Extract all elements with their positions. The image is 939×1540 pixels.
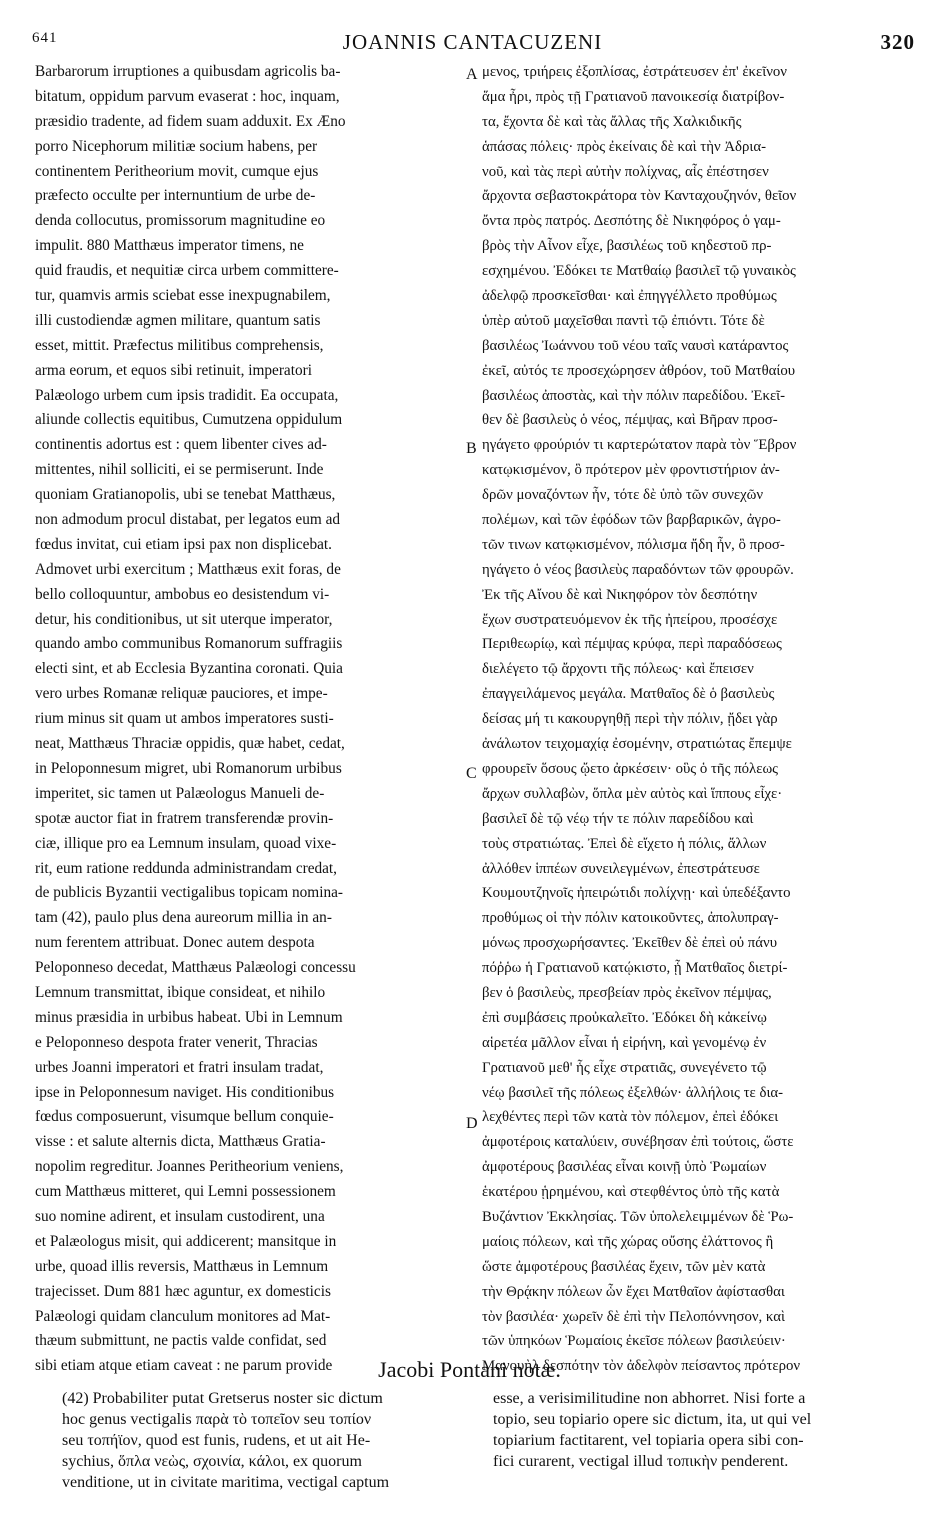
- greek-text-line: μόνως προσχωρήσαντες. Ἐκεῖθεν δὲ ἐπεὶ οὐ πάνυ: [482, 935, 778, 952]
- greek-text-line: ἐκεῖ, αὐτός τε προσεχώρησεν ἀθρόον, τοῦ Ματθαίου: [482, 362, 796, 379]
- margin-letter-d: D: [466, 1115, 478, 1132]
- latin-text-line: tur, quamvis armis sciebat esse inexpugnabilem,: [35, 287, 331, 305]
- latin-text-line: Lemnum transmittat, ibique consideat, et nihilo: [35, 983, 326, 1001]
- greek-text-line: ἐπαγγειλάμενος μεγάλα. Ματθαῖος δὲ ὁ βασιλεὺς: [482, 686, 775, 703]
- latin-text-line: non admodum procul distabat, per legatos eum ad: [35, 511, 341, 529]
- greek-text-line: ἀνάλωτον τειχομαχίᾳ ἐσομένην, στρατιώτας ἔπεμψε: [482, 736, 792, 753]
- latin-text-line: denda collocutus, promissorum magnitudine eo: [35, 212, 326, 230]
- greek-text-line: τοὺς στρατιώτας. Ἐπεὶ δὲ εἴχετο ἡ πόλις, ἄλλων: [482, 835, 767, 852]
- latin-text-line: quoniam Gratianopolis, ubi se tenebat Matthæus,: [35, 486, 336, 504]
- latin-text-line: bitatum, oppidum parvum evaserat : hoc, inquam,: [35, 87, 340, 105]
- greek-text-line: ἅμα ἦρι, πρὸς τῇ Γρατιανοῦ πανοικεσίᾳ διατρίβον-: [482, 88, 785, 105]
- running-title: JOANNIS CANTACUZENI: [342, 30, 603, 54]
- greek-text-line: ἁπάσας πόλεις· πρὸς ἐκείναις δὲ καὶ τὴν Ἀδρια-: [482, 138, 767, 155]
- margin-letter-b: B: [466, 440, 477, 457]
- greek-text-line: ηγάγετο ὁ νέος βασιλεὺς παραδόντων τῶν φρουρῶν.: [482, 561, 794, 578]
- latin-text-line: Peloponneso decedat, Matthæus Palæologi concessu: [35, 959, 356, 977]
- greek-text-line: δρῶν μοναζόντων ἦν, τότε δὲ ὑπὸ τῶν συνεχῶν: [482, 487, 764, 504]
- greek-text-line: νοῦ, καὶ τὰς περὶ αὐτὴν πολίχνας, αἷς ἐπέστησεν: [482, 163, 769, 180]
- greek-text-line: βεν ὁ βασιλεὺς, πρεσβείαν πρὸς ἐκεῖνον πέμψας,: [482, 984, 772, 1001]
- note-text-line: hoc genus vectigalis παρὰ τὸ τοπεῖον seu τοπίον: [62, 1411, 372, 1428]
- greek-text-line: ὥστε ἀμφοτέρους βασιλέας ἔχειν, τῶν μὲν κατὰ: [482, 1258, 766, 1275]
- greek-text-line: μαίοις πόλεων, καὶ τῆς χώρας οὔσης ἐλάττονος ἢ: [482, 1233, 774, 1250]
- greek-text-line: εσχημένου. Ἐδόκει τε Ματθαίῳ βασιλεῖ τῷ γυναικὸς: [482, 263, 796, 280]
- latin-text-line: Barbarorum irruptiones a quibusdam agricolis ba-: [35, 63, 341, 80]
- margin-letter-a: A: [466, 66, 478, 83]
- greek-text-line: Γρατιανοῦ μεθ' ἧς εἶχε στρατιᾶς, συνεγένετο τῷ: [482, 1059, 767, 1076]
- latin-text-line: urbe, quoad illis reversis, Matthæus in Lemnum: [35, 1257, 329, 1275]
- latin-text-line: rit, eum ratione reddunda administrandam credat,: [35, 859, 338, 877]
- latin-text-line: præsidio tradente, ad fidem suam adduxit. Ex Æno: [35, 112, 346, 130]
- greek-text-line: τῶν τινων κατῳκισμένον, πόλισμα ἤδη ἦν, ὃ προσ-: [482, 536, 785, 553]
- latin-text-line: vero urbes Romanæ reliquæ pauciores, et impe-: [35, 685, 328, 703]
- latin-text-line: tam (42), paulo plus dena aureorum millia in an-: [35, 909, 332, 927]
- latin-text-line: aliunde collectis equitibus, Cumutzena oppidulum: [35, 411, 343, 429]
- latin-column: [35, 60, 463, 1379]
- greek-text-line: κατῳκισμένον, ὃ πρότερον μὲν φροντιστήριον ἀν-: [482, 462, 780, 479]
- greek-text-line: ἑκατέρου ᾑρημένου, καὶ στεφθέντος ὑπὸ τῆς κατὰ: [482, 1184, 780, 1201]
- latin-text-line: num ferentem attribuat. Donec autem despota: [35, 934, 315, 952]
- page-number: 320: [880, 30, 915, 54]
- greek-text-line: Περιθεωρίῳ, καὶ πέμψας κρύφα, περὶ παραδόσεως: [482, 636, 782, 653]
- notes-heading: Jacobi Pontani notæ.: [378, 1357, 561, 1382]
- latin-text-line: e Peloponneso despota frater venerit, Thracias: [35, 1033, 318, 1051]
- greek-text-line: αἱρετέα μᾶλλον εἶναι ἡ εἰρήνη, καὶ γενομένῳ ἐν: [482, 1034, 767, 1051]
- latin-text-line: neat, Matthæus Thraciæ oppidis, quæ habet, cedat,: [35, 735, 345, 753]
- latin-text-line: sibi etiam atque etiam caveat : ne parum provide: [35, 1357, 333, 1375]
- latin-text-line: ciæ, illique pro ea Lemnum insulam, quoad vixe-: [35, 834, 337, 852]
- latin-text-line: spotæ auctor fiat in fratrem transferendæ provin-: [35, 809, 334, 827]
- latin-text-line: urbes Joanni imperatori et fratri insulam tradat,: [35, 1058, 324, 1076]
- latin-text-line: continentem Peritheorium movit, cumque ejus: [35, 162, 319, 180]
- latin-text-line: illi custodiendæ agmen militare, quantum satis: [35, 311, 321, 329]
- latin-text-line: suo nomine adirent, et insulam custodirent, una: [35, 1207, 325, 1225]
- greek-text-line: νέῳ βασιλεῖ τῆς πόλεως ἐξελθών· ἀλλήλοις τε δια-: [482, 1084, 784, 1101]
- greek-text-line: Βυζάντιον Ἐκκλησίας. Τῶν ὑπολελειμμένων δὲ Ῥω-: [482, 1208, 794, 1225]
- greek-text-line: βασιλεῖ δὲ τῷ νέῳ τήν τε πόλιν παρεδίδου καὶ: [482, 810, 754, 827]
- notes-right-column: [493, 1388, 913, 1472]
- greek-text-line: ὑπὲρ αὐτοῦ μαχεῖσθαι παντὶ τῷ ἐπιόντι. Τότε δὲ: [482, 312, 765, 329]
- greek-text-line: διελέγετο τῷ ἄρχοντι τῆς πόλεως· καὶ ἔπεισεν: [482, 661, 754, 678]
- note-text-line: topio, seu topiario opere sic dictum, ita, ut qui vel: [493, 1411, 812, 1428]
- latin-text-line: fœdus composuerunt, visumque bellum conquie-: [35, 1108, 334, 1126]
- latin-text-line: cum Matthæus mitteret, qui Lemni possessionem: [35, 1183, 336, 1201]
- greek-column: [482, 60, 920, 1379]
- latin-text-line: imperitet, sic tamen ut Palæologus Manueli de-: [35, 784, 325, 802]
- greek-text-line: τὸν βασιλέα· χωρεῖν δὲ ἐπὶ τὴν Πελοπόννησον, καὶ: [482, 1308, 785, 1325]
- latin-text-line: electi sint, et ab Ecclesia Byzantina coronati. Quia: [35, 660, 343, 678]
- latin-text-line: Palæologo urbem cum ipsis tradidit. Ea occupata,: [35, 386, 339, 404]
- latin-text-line: de publicis Byzantii vectigalibus topicam nomina-: [35, 884, 343, 902]
- latin-text-line: visse : et salute alternis dicta, Matthæus Gratia-: [35, 1133, 326, 1151]
- note-text-line: venditione, ut in civitate maritima, vectigal captum: [62, 1474, 390, 1491]
- greek-text-line: λεχθέντες περὶ τῶν κατὰ τὸν πόλεμον, ἐπεὶ ἐδόκει: [482, 1109, 779, 1126]
- greek-text-line: ηγάγετο φρούριόν τι καρτερώτατον παρὰ τὸν Ἕβρον: [482, 437, 797, 454]
- latin-text-line: et Palæologus misit, qui addicerent; mansitque in: [35, 1232, 337, 1250]
- latin-text-line: thæum submittunt, ne pactis valde confidat, sed: [35, 1332, 327, 1350]
- note-text-line: topiarium factitarent, vel topiaria opera sibi con-: [493, 1432, 804, 1449]
- latin-text-line: rium minus sit quam ut ambos imperatores susti-: [35, 710, 334, 728]
- greek-text-line: πολέμων, καὶ τῶν ἐφόδων τῶν βαρβαρικῶν, ἀγρο-: [482, 512, 781, 529]
- latin-text-line: bello colloquuntur, ambobus eo desistendum vi-: [35, 585, 330, 603]
- latin-text-line: esset, mittit. Præfectus militibus comprehensis,: [35, 336, 324, 354]
- greek-text-line: ἀμφοτέροις καταλύειν, συνέβησαν ἐπὶ τούτοις, ὥστε: [482, 1134, 794, 1151]
- greek-text-line: φρουρεῖν ὅσους ᾤετο ἀρκέσειν· οὓς ὁ τῆς πόλεως: [482, 760, 779, 777]
- latin-text-line: continentis adortus est : quem libenter cives ad-: [35, 436, 327, 454]
- page-header: [30, 30, 915, 56]
- note-text-line: sychius, ὅπλα νεὼς, σχοινία, κάλοι, ex quorum: [62, 1453, 362, 1470]
- greek-text-line: βασιλέως Ἰωάννου τοῦ νέου ταῖς ναυσὶ κατάραντος: [482, 337, 789, 354]
- latin-text-line: porro Nicephorum militiæ socium habens, per: [35, 137, 318, 155]
- latin-text-line: in Peloponnesum migret, ubi Romanorum urbibus: [35, 759, 342, 777]
- greek-text-line: ἀδελφῷ προσκεῖσθαι· καὶ ἐπηγγέλλετο προθύμως: [482, 288, 777, 305]
- greek-text-line: βασιλέως ἀποστὰς, καὶ τὴν πόλιν παρεδίδου. Ἐκεῖ-: [482, 387, 786, 404]
- greek-text-line: ἀλλόθεν ἱππέων συνειλεγμένων, ἐπεστράτευσε: [482, 860, 760, 877]
- latin-text-line: fœdus invitat, cui etiam ipsi pax non displicebat.: [35, 535, 332, 553]
- header-left-marker: 641: [32, 30, 58, 46]
- greek-text-line: ἐπὶ συμβάσεις προὐκαλεῖτο. Ἐδόκει δὴ κἀκείνῳ: [482, 1009, 767, 1026]
- greek-text-line: Κουμουτζηνοῖς ἠπειρώτιδι πολίχνῃ· καὶ ὑπεδέξαντο: [482, 885, 791, 902]
- margin-letter-c: C: [466, 765, 477, 782]
- latin-text-line: nopolim regreditur. Joannes Peritheorium veniens,: [35, 1158, 344, 1176]
- latin-text-line: minus præsidia in urbibus habeat. Ubi in Lemnum: [35, 1008, 343, 1026]
- latin-text-line: Palæologi quidam clanculum monitores ad Mat-: [35, 1307, 331, 1325]
- latin-text-line: ipse in Peloponnesum naviget. His conditionibus: [35, 1083, 335, 1101]
- greek-text-line: πόῤῥω ἡ Γρατιανοῦ κατῴκιστο, ᾗ Ματθαῖος διετρί-: [482, 960, 788, 977]
- greek-text-line: τὴν Θρᾴκην πόλεων ὧν ἔχει Ματθαῖον ἀφίστασθαι: [482, 1283, 785, 1300]
- greek-text-line: βρὸς τὴν Αἶνον εἶχε, βασιλέως τοῦ κηδεστοῦ πρ-: [482, 238, 772, 255]
- latin-text-line: quando ambo communibus Romanorum suffragiis: [35, 635, 343, 653]
- greek-text-line: τα, ἔχοντα δὲ καὶ τὰς ἄλλας τῆς Χαλκιδικῆς: [482, 113, 742, 130]
- greek-text-line: τῶν ὑπηκόων Ῥωμαίοις ἐκεῖσε πόλεων βασιλεύειν·: [482, 1333, 786, 1350]
- greek-text-line: θεν δὲ βασιλεὺς ὁ νέος, πέμψας, καὶ Βῆραν προσ-: [482, 412, 778, 429]
- note-text-line: (42) Probabiliter putat Gretserus noster sic dictum: [62, 1390, 383, 1407]
- latin-text-line: Admovet urbi exercitum ; Matthæus exit foras, de: [35, 560, 341, 578]
- note-text-line: seu τοπήϊον, quod est funis, rudens, et ut ait He-: [62, 1432, 371, 1449]
- greek-text-line: δείσας μή τι κακουργηθῇ περὶ τὴν πόλιν, ᾔδει γὰρ: [482, 711, 778, 728]
- greek-text-line: μενος, τριήρεις ἐξοπλίσας, ἐστράτευσεν ἐπ' ἐκεῖνον: [482, 64, 787, 80]
- latin-text-line: mittentes, nihil solliciti, ei se permiserunt. Inde: [35, 461, 324, 479]
- greek-text-line: ἄρχων συλλαβὼν, ὅπλα μὲν αὐτὸς καὶ ἵππους εἶχε·: [482, 785, 783, 802]
- greek-text-line: προθύμως οἱ τὴν πόλιν κατοικοῦντες, ἀπολυπραγ-: [482, 910, 779, 927]
- greek-text-line: ἄρχοντα σεβαστοκράτορα τὸν Κανταχουζηνόν, θεῖον: [482, 188, 797, 205]
- note-text-line: esse, a verisimilitudine non abhorret. Nisi forte a: [493, 1390, 806, 1407]
- latin-text-line: præfecto occulte per internuntium de urbe de-: [35, 187, 316, 205]
- latin-text-line: trajecisset. Dum 881 hæc aguntur, ex domesticis: [35, 1282, 331, 1300]
- greek-text-line: ἔχων συστρατευόμενον ἐκ τῆς ἠπείρου, προσέσχε: [482, 611, 778, 628]
- greek-text-line: ἀμφοτέρους βασιλέας εἶναι κοινῇ ὑπὸ Ῥωμαίων: [482, 1159, 767, 1176]
- greek-text-line: Μανουὴλ δεσπότην τὸν ἀδελφὸν πείσαντος πρότερον: [482, 1358, 801, 1375]
- latin-text-line: impulit. 880 Matthæus imperator timens, ne: [35, 237, 304, 255]
- latin-text-line: quid fraudis, et nequitiæ circa urbem committere-: [35, 262, 339, 280]
- note-text-line: fici curarent, vectigal illud τοπικὴν penderent.: [493, 1453, 789, 1470]
- latin-text-line: arma eorum, et equos sibi retinuit, imperatori: [35, 361, 312, 379]
- notes-left-column: [62, 1388, 482, 1493]
- greek-text-line: ὄντα πρὸς πατρός. Δεσπότης δὲ Νικηφόρος ὁ γαμ-: [482, 213, 781, 230]
- latin-text-line: detur, his conditionibus, ut sit uterque imperator,: [35, 610, 333, 628]
- greek-text-line: Ἐκ τῆς Αἴνου δὲ καὶ Νικηφόρον τὸν δεσπότην: [482, 586, 758, 603]
